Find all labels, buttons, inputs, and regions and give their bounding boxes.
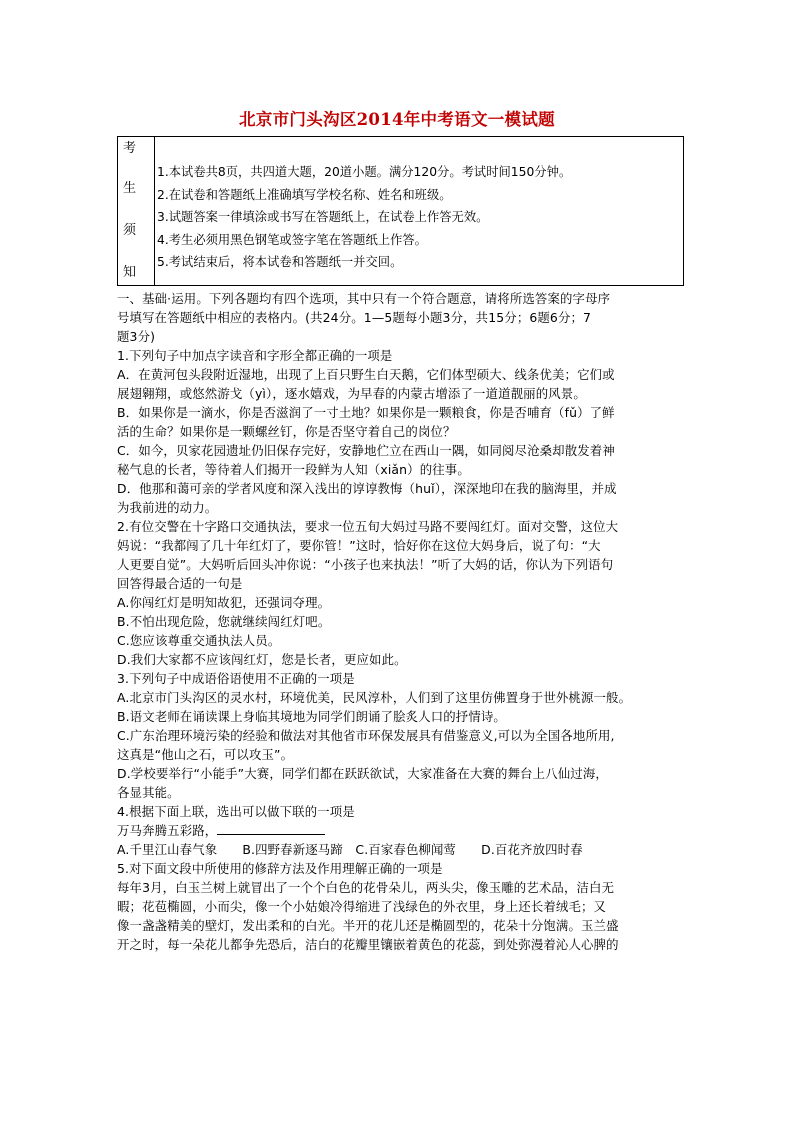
- notice-item: 4.考生必须用黑色钢笔或签字笔在答题纸上作答。: [157, 232, 427, 247]
- question-3-stem: 3.下列句子中成语俗语使用不正确的一项是: [117, 671, 355, 686]
- notice-label-char: 生: [123, 181, 137, 196]
- text-line: 暇；花苞椭圆，小而尖，像一个小姑娘冷得缩进了浅绿色的外衣里，身上还长着绒毛；又: [117, 899, 607, 914]
- text-line: 秘气息的长者，等待着人们揭开一段鲜为人知（xiǎn）的往事。: [117, 462, 470, 477]
- notice-label-cell: [118, 137, 155, 285]
- option-line: D.学校要举行“小能手”大赛，同学们都在跃跃欲试，大家准备在大赛的舞台上八仙过海，: [117, 766, 608, 781]
- text-line: 展翅翱翔，或悠然游戈（yì），逐水嬉戏，为早春的内蒙古增添了一道道靓丽的风景。: [117, 386, 586, 401]
- notice-item: 1.本试卷共8页，共四道大题，20道小题。满分120分。考试时间150分钟。: [157, 165, 572, 179]
- text-line: 妈说：“我都闯了几十年红灯了，要你管！”这时，恰好你在这位大妈身后，说了句：“大: [117, 538, 601, 553]
- text-line: 回答得最合适的一句是: [117, 576, 243, 591]
- option-line: B．如果你是一滴水，你是否滋润了一寸土地？如果你是一颗粮食，你是否哺育（fǔ）了鲜: [117, 405, 615, 420]
- text-line: 像一盏盏精美的壁灯，发出柔和的白光。半开的花儿还是椭圆型的，花朵十分饱满。玉兰盛: [117, 918, 619, 933]
- answer-blank: [217, 823, 325, 835]
- exam-content: [117, 289, 687, 954]
- notice-label-char: 须: [123, 223, 137, 238]
- option-line: C.您应该尊重交通执法人员。: [117, 633, 281, 648]
- notice-label-char: 知: [123, 265, 137, 280]
- option-line: D．他那和蔼可亲的学者风度和深入浅出的谆谆教悔（huǐ），深深地印在我的脑海里，并成: [117, 481, 617, 496]
- notice-item: 3.试题答案一律填涂或书写在答题纸上，在试卷上作答无效。: [157, 210, 489, 224]
- option-line: C.广东治理环境污染的经验和做法对其他省市环保发展具有借鉴意义,可以为全国各地所用,: [117, 728, 615, 743]
- option-line: B.语文老师在诵读课上身临其境地为同学们朗诵了脍炙人口的抒情诗。: [117, 709, 506, 724]
- text-line: 各显其能。: [117, 785, 180, 800]
- option-line: B.不怕出现危险，您就继续闯红灯吧。: [117, 614, 331, 629]
- text-line: 每年3月，白玉兰树上就冒出了一个个白色的花骨朵儿，两头尖，像玉雕的艺术品，洁白无: [117, 880, 615, 895]
- text-line: 题3分): [117, 329, 156, 344]
- option-line: D.我们大家都不应该闯红灯，您是长者，更应如此。: [117, 652, 407, 667]
- notice-item: 5.考试结束后，将本试卷和答题纸一并交回。: [157, 255, 403, 269]
- option-line: C．如今，贝家花园遗址仍旧保存完好，安静地伫立在西山一隅，如同阅尽沧桑却散发着神: [117, 443, 615, 458]
- option-line: A.千里江山春气象 B.四野春新逐马蹄 C.百家春色柳闻莺 D.百花齐放四时春: [117, 842, 583, 857]
- option-line: A．在黄河包头段附近湿地，出现了上百只野生白天鹅，它们体型硕大、线条优美；它们或: [117, 367, 615, 382]
- notice-item: 2.在试卷和答题纸上准确填写学校名称、姓名和班级。: [157, 187, 452, 202]
- question-5-stem: 5.对下面文段中所使用的修辞方法及作用理解正确的一项是: [117, 861, 443, 876]
- text-line: 为我前进的动力。: [117, 500, 218, 515]
- text-line: 人更要自觉”。大妈听后回头冲你说：“小孩子也来执法！”听了大妈的话，你认为下列语句: [117, 557, 614, 572]
- option-line: A.你闯红灯是明知故犯，还强词夺理。: [117, 595, 331, 610]
- couplet-line: [117, 821, 687, 840]
- text-line: 这真是“他山之石，可以攻玉”。: [117, 747, 294, 762]
- exam-notice-table: [117, 136, 684, 286]
- page-title: 北京市门头沟区2014年中考语文一模试题: [239, 110, 555, 129]
- question-4-stem: 4.根据下面上联，选出可以做下联的一项是: [117, 804, 355, 819]
- notice-label-char: 考: [123, 141, 137, 156]
- section-heading: 一、基础·运用。下列各题均有四个选项，其中只有一个符合题意，请将所选答案的字母序: [117, 291, 611, 306]
- question-2-stem: 2.有位交警在十字路口交通执法，要求一位五旬大妈过马路不要闯红灯。面对交警，这位大: [117, 519, 619, 534]
- text-line: 号填写在答题纸中相应的表格内。(共24分。1—5题每小题3分，共15分；6题6分；7: [117, 310, 592, 325]
- question-1-stem: 1.下列句子中加点字读音和字形全都正确的一项是: [117, 348, 393, 363]
- text-line: 开之时，每一朵花儿都争先恐后，洁白的花瓣里镶嵌着黄色的花蕊，到处弥漫着沁人心脾的: [117, 937, 619, 952]
- couplet-text: 万马奔腾五彩路，: [117, 823, 218, 838]
- option-line: A.北京市门头沟区的灵水村，环境优美，民风淳朴，人们到了这里仿佛置身于世外桃源一般。: [117, 690, 632, 705]
- text-line: 活的生命？如果你是一颗螺丝钉，你是否坚守着自己的岗位？: [117, 424, 456, 439]
- notice-items-cell: [157, 162, 682, 275]
